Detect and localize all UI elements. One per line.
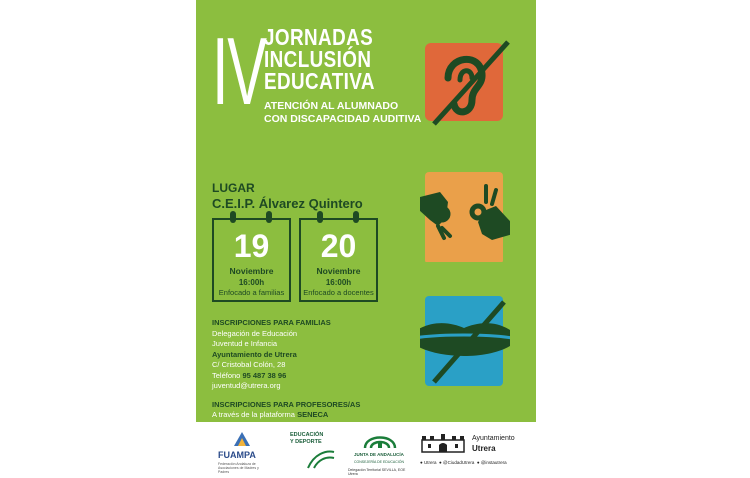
families-heading: INSCRIPCIONES PARA FAMILIAS	[212, 318, 331, 327]
calendar-ring	[230, 211, 236, 223]
teachers-platform: SENECA	[297, 410, 329, 419]
educacion-label: EDUCACIÓN Y DEPORTE	[290, 432, 324, 445]
spacer	[212, 392, 360, 400]
families-line-1: Delegación de Educación	[212, 328, 298, 338]
title-line-3: EDUCATIVA	[264, 68, 375, 94]
edition-numeral: IV	[212, 18, 266, 125]
families-org: Ayuntamiento de Utrera	[212, 349, 297, 359]
fuampa-emblem-icon	[232, 430, 252, 448]
phone-number[interactable]: 95 487 38 96	[242, 370, 287, 380]
teachers-heading: INSCRIPCIONES PARA PROFESORES/AS	[212, 399, 361, 409]
fuampa-name: FUAMPA	[218, 450, 256, 460]
fuampa-subtitle: Federación Andaluza de Asociaciones de Madres y Padres	[218, 462, 259, 474]
date-card-19	[212, 218, 291, 302]
title-line-1: JORNADAS	[264, 24, 374, 50]
junta-andalucia-logo	[344, 430, 416, 478]
date-time: 16:00h	[325, 278, 352, 287]
teachers-text: A través de la plataforma	[212, 410, 295, 419]
poster-title	[264, 26, 375, 92]
ayto-line-1: Ayuntamiento	[472, 435, 515, 442]
venue	[212, 180, 363, 212]
junta-arch-icon	[363, 430, 397, 450]
date-day: 20	[320, 228, 357, 264]
educacion-swoosh-icon	[306, 448, 336, 470]
junta-subtitle: CONSEJERÍA DE EDUCACIÓN	[354, 460, 404, 464]
date-month: Noviembre	[316, 266, 361, 276]
sign-language-hands-icon	[420, 172, 510, 262]
phone-label: Teléfono	[212, 370, 241, 380]
calendar-ring	[266, 211, 272, 223]
title-line-2: INCLUSIÓN	[264, 46, 372, 72]
subtitle-line-1: ATENCIÓN AL ALUMNADO	[264, 100, 399, 112]
junta-subtitle-2: Delegación Territorial SEVILLA, EOE Utrera	[348, 468, 406, 476]
poster-subtitle	[264, 100, 421, 126]
registration-info	[212, 318, 360, 421]
educacion-deporte-logo	[290, 432, 350, 476]
families-line-2: Juventud e Infancia	[212, 339, 278, 348]
social-links	[420, 460, 507, 465]
twitter-icon: ●	[420, 460, 423, 465]
social-instagram[interactable]: @instautrera	[480, 460, 507, 465]
ayto-line-2: Utrera	[472, 444, 496, 453]
event-poster	[196, 0, 536, 422]
social-twitter[interactable]: Utrera	[423, 460, 437, 465]
fuampa-logo	[218, 428, 270, 476]
date-month: Noviembre	[229, 266, 274, 276]
subtitle-line-2: CON DISCAPACIDAD AUDITIVA	[264, 113, 422, 125]
venue-name: C.E.I.P. Álvarez Quintero	[212, 196, 363, 211]
junta-name: JUNTA DE ANDALUCÍA	[354, 452, 404, 457]
utrera-castle-icon	[420, 432, 466, 454]
facebook-icon: ●	[439, 460, 442, 465]
teachers-row	[212, 410, 360, 421]
families-email[interactable]: juventud@utrera.org	[212, 381, 281, 390]
families-phone-row	[212, 371, 360, 382]
date-time: 16:00h	[238, 278, 265, 287]
date-day: 19	[233, 228, 270, 264]
date-audience: Enfocado a docentes	[303, 288, 374, 297]
venue-label: LUGAR	[212, 181, 255, 195]
social-facebook[interactable]: @CiudadUtrera	[443, 460, 475, 465]
date-card-20	[299, 218, 378, 302]
date-audience: Enfocado a familias	[218, 288, 285, 297]
families-address: C/ Cristobal Colón, 28	[212, 360, 286, 369]
instagram-icon: ●	[476, 460, 480, 465]
ayuntamiento-utrera-logo	[420, 432, 530, 476]
calendar-ring	[317, 211, 323, 223]
crossed-lips-icon	[420, 296, 510, 386]
crossed-ear-icon	[420, 38, 510, 128]
calendar-ring	[353, 211, 359, 223]
sponsor-logos	[0, 428, 750, 478]
